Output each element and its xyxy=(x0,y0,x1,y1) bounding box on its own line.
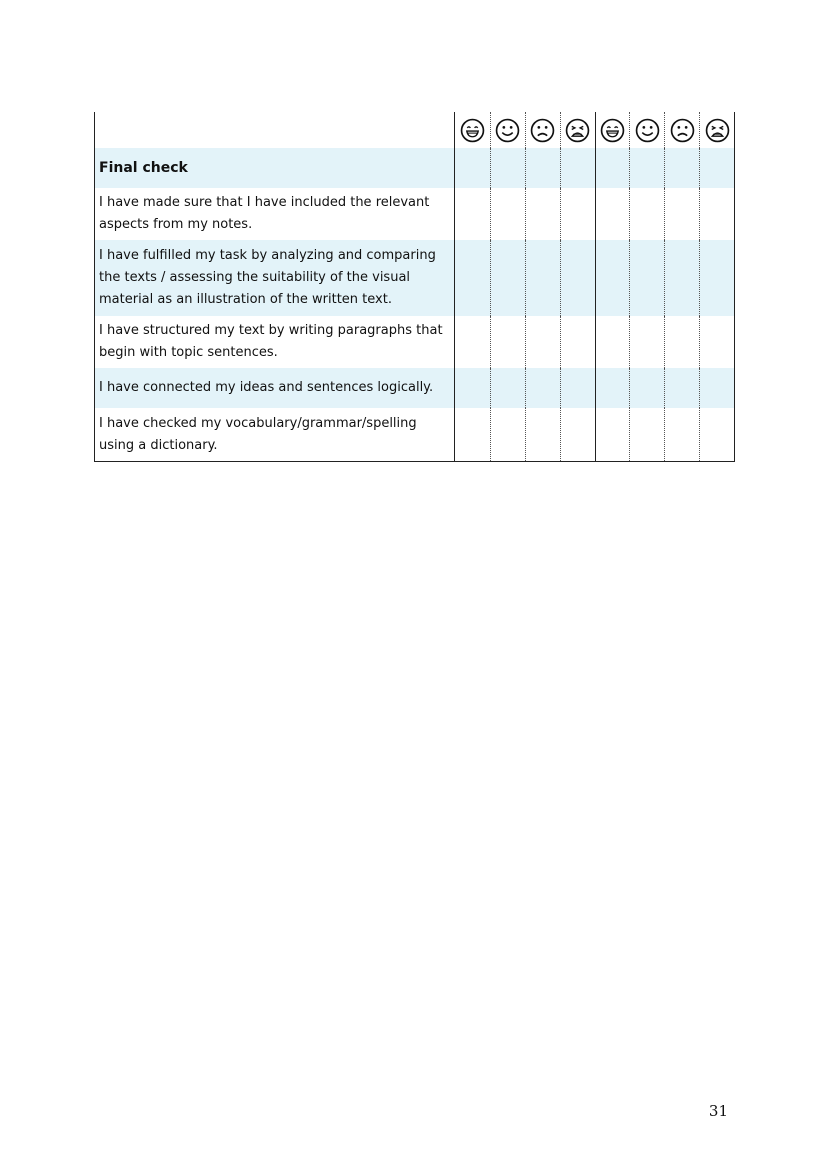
rating-header-cell xyxy=(490,112,525,148)
very-happy-face-icon xyxy=(460,118,485,143)
rating-checkbox-cell[interactable] xyxy=(629,240,664,316)
rating-checkbox-cell[interactable] xyxy=(560,316,595,368)
rating-checkbox-cell[interactable] xyxy=(455,316,490,368)
rating-checkbox-cell[interactable] xyxy=(490,148,525,188)
rating-checkbox-cell[interactable] xyxy=(595,188,630,240)
rating-checkbox-cell[interactable] xyxy=(664,240,699,316)
rating-checkbox-cell[interactable] xyxy=(664,368,699,408)
rating-checkbox-cell[interactable] xyxy=(664,188,699,240)
rating-cells xyxy=(454,188,735,240)
checklist-item-text: I have connected my ideas and sentences logically. xyxy=(94,368,454,408)
distressed-face-icon xyxy=(705,118,730,143)
rating-checkbox-cell[interactable] xyxy=(525,188,560,240)
rating-header-cell xyxy=(699,112,734,148)
rating-checkbox-cell[interactable] xyxy=(490,368,525,408)
rating-icons xyxy=(454,112,735,148)
rating-header-row xyxy=(94,112,735,148)
rating-checkbox-cell[interactable] xyxy=(455,368,490,408)
rating-checkbox-cell[interactable] xyxy=(455,240,490,316)
rating-checkbox-cell[interactable] xyxy=(629,408,664,461)
checklist-item xyxy=(94,368,735,408)
very-happy-face-icon xyxy=(600,118,625,143)
rating-checkbox-cell[interactable] xyxy=(455,188,490,240)
rating-checkbox-cell[interactable] xyxy=(629,316,664,368)
rating-header-cell xyxy=(629,112,664,148)
checklist-item xyxy=(94,408,735,462)
rating-checkbox-cell[interactable] xyxy=(560,368,595,408)
rating-checkbox-cell[interactable] xyxy=(595,368,630,408)
rating-checkbox-cell[interactable] xyxy=(699,316,734,368)
checklist-item-text: I have checked my vocabulary/grammar/spelling using a dictionary. xyxy=(94,408,454,461)
rating-cells xyxy=(454,368,735,408)
rating-checkbox-cell[interactable] xyxy=(560,188,595,240)
checklist-item-text: I have fulfilled my task by analyzing and comparing the texts / assessing the suitability of the visual material as an illustration of the written text. xyxy=(94,240,454,316)
self-assessment-checklist xyxy=(94,112,735,462)
rating-checkbox-cell[interactable] xyxy=(664,408,699,461)
rating-checkbox-cell[interactable] xyxy=(664,148,699,188)
rating-checkbox-cell[interactable] xyxy=(664,316,699,368)
rating-checkbox-cell[interactable] xyxy=(595,408,630,461)
checklist-item-text: I have made sure that I have included the relevant aspects from my notes. xyxy=(94,188,454,240)
checklist-item xyxy=(94,240,735,316)
rating-checkbox-cell[interactable] xyxy=(699,368,734,408)
rating-checkbox-cell[interactable] xyxy=(595,240,630,316)
rating-checkbox-cell[interactable] xyxy=(490,408,525,461)
rating-checkbox-cell[interactable] xyxy=(490,316,525,368)
rating-cells xyxy=(454,316,735,368)
rating-checkbox-cell[interactable] xyxy=(490,240,525,316)
rating-cells xyxy=(454,240,735,316)
checklist-item xyxy=(94,316,735,368)
section-title-row xyxy=(94,148,735,188)
header-label-cell xyxy=(94,112,454,148)
rating-checkbox-cell[interactable] xyxy=(629,148,664,188)
distressed-face-icon xyxy=(565,118,590,143)
smiling-face-icon xyxy=(495,118,520,143)
rating-checkbox-cell[interactable] xyxy=(455,148,490,188)
smiling-face-icon xyxy=(635,118,660,143)
rating-checkbox-cell[interactable] xyxy=(699,148,734,188)
rating-checkbox-cell[interactable] xyxy=(560,240,595,316)
rating-checkbox-cell[interactable] xyxy=(699,240,734,316)
rating-checkbox-cell[interactable] xyxy=(699,408,734,461)
page-number: 31 xyxy=(708,1102,728,1120)
rating-checkbox-cell[interactable] xyxy=(699,188,734,240)
checklist-item-text: I have structured my text by writing paragraphs that begin with topic sentences. xyxy=(94,316,454,368)
rating-checkbox-cell[interactable] xyxy=(490,188,525,240)
rating-checkbox-cell[interactable] xyxy=(560,148,595,188)
rating-header-cell xyxy=(595,112,630,148)
frowning-face-icon xyxy=(670,118,695,143)
rating-checkbox-cell[interactable] xyxy=(525,316,560,368)
rating-checkbox-cell[interactable] xyxy=(629,368,664,408)
rating-checkbox-cell[interactable] xyxy=(595,148,630,188)
rating-checkbox-cell[interactable] xyxy=(525,408,560,461)
section-title: Final check xyxy=(94,148,454,188)
rating-header-cell xyxy=(664,112,699,148)
rating-checkbox-cell[interactable] xyxy=(595,316,630,368)
rating-cells xyxy=(454,408,735,461)
rating-checkbox-cell[interactable] xyxy=(455,408,490,461)
rating-checkbox-cell[interactable] xyxy=(525,240,560,316)
checklist-item xyxy=(94,188,735,240)
rating-checkbox-cell[interactable] xyxy=(560,408,595,461)
rating-checkbox-cell[interactable] xyxy=(525,148,560,188)
rating-header-cell xyxy=(560,112,595,148)
rating-header-cell xyxy=(455,112,490,148)
rating-cells xyxy=(454,148,735,188)
rating-header-cell xyxy=(525,112,560,148)
frowning-face-icon xyxy=(530,118,555,143)
rating-checkbox-cell[interactable] xyxy=(629,188,664,240)
rating-checkbox-cell[interactable] xyxy=(525,368,560,408)
